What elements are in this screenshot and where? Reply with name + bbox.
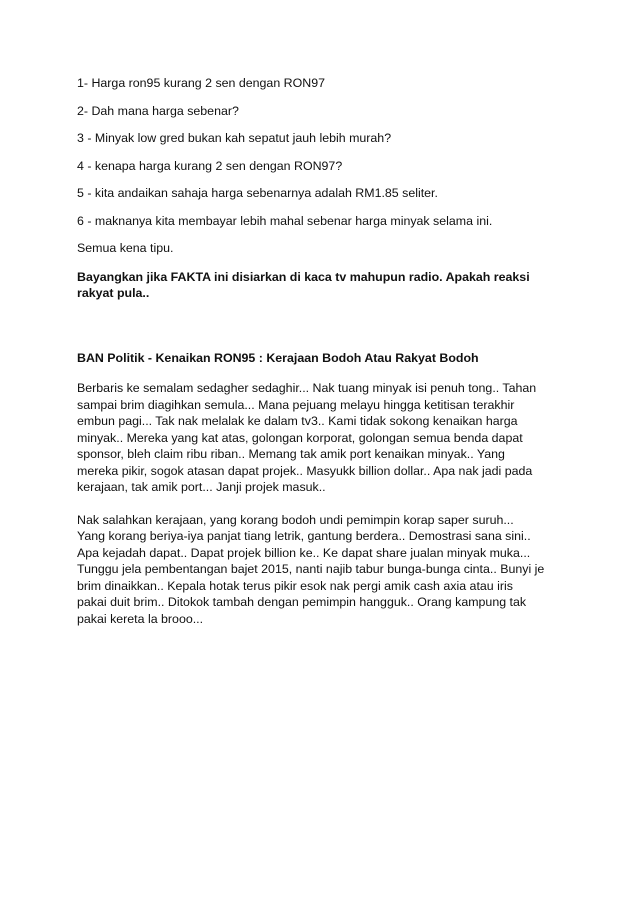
question-6: 6 - maknanya kita membayar lebih mahal sebenar harga minyak selama ini. bbox=[77, 213, 493, 228]
paragraph-line: kerajaan, tak amik port... Janji projek masuk.. bbox=[77, 480, 326, 494]
paragraph-line: Yang korang beriya-iya panjat tiang letrik, gantung berdera.. Demostrasi sana sini.. bbox=[77, 529, 531, 543]
question-1: 1- Harga ron95 kurang 2 sen dengan RON97 bbox=[77, 76, 325, 90]
paragraph-line: sponsor, bleh claim ribu riban.. Memang tak amik port kenaikan minyak.. Yang bbox=[77, 447, 505, 461]
article-paragraph-1 bbox=[77, 380, 567, 496]
question-4: 4 - kenapa harga kurang 2 sen dengan RON97? bbox=[77, 158, 343, 173]
article-paragraph-2 bbox=[77, 512, 567, 628]
question-2: 2- Dah mana harga sebenar? bbox=[77, 103, 239, 118]
question-3: 3 - Minyak low gred bukan kah sepatut jauh lebih murah? bbox=[77, 131, 392, 145]
highlight-line: Bayangkan jika FAKTA ini disiarkan di kaca tv mahupun radio. Apakah reaksi bbox=[77, 269, 530, 284]
highlight-line: rakyat pula.. bbox=[77, 286, 150, 300]
paragraph-line: Apa kejadah dapat.. Dapat projek billion ke.. Ke dapat share jualan minyak muka... bbox=[77, 545, 531, 560]
article-title: BAN Politik - Kenaikan RON95 : Kerajaan Bodoh Atau Rakyat Bodoh bbox=[77, 350, 479, 365]
paragraph-line: Nak salahkan kerajaan, yang korang bodoh undi pemimpin korap saper suruh... bbox=[77, 512, 514, 527]
paragraph-line: Tunggu jela pembentangan bajet 2015, nanti najib tabur bunga-bunga cinta.. Bunyi je bbox=[77, 562, 545, 576]
paragraph-line: embun pagi... Tak nak melalak ke dalam tv3.. Kami tidak sokong kenaikan harga bbox=[77, 414, 518, 428]
paragraph-line: minyak.. Mereka yang kat atas, golongan korporat, golongan semua benda dapat bbox=[77, 430, 523, 445]
paragraph-line: brim dinaikkan.. Kepala hotak terus pikir esok nak pergi amik cash axia atau iris bbox=[77, 578, 513, 593]
paragraph-line: pakai kereta la brooo... bbox=[77, 611, 204, 626]
highlight-paragraph bbox=[77, 269, 567, 302]
paragraph-line: sampai brim diagihkan semula... Mana pejuang melayu hingga ketitisan terakhir bbox=[77, 397, 515, 412]
paragraph-line: Berbaris ke semalam sedagher sedaghir... Nak tuang minyak isi penuh tong.. Tahan bbox=[77, 381, 537, 395]
document-body bbox=[77, 75, 567, 643]
paragraph-line: mereka pikir, sogok atasan dapat projek.. Masyukk billion dollar.. Apa nak jadi pada bbox=[77, 463, 533, 478]
question-5: 5 - kita andaikan sahaja harga sebenarnya adalah RM1.85 seliter. bbox=[77, 186, 438, 200]
paragraph-line: pakai duit brim.. Ditokok tambah dengan pemimpin hangguk.. Orang kampung tak bbox=[77, 595, 527, 609]
conclusion-text: Semua kena tipu. bbox=[77, 241, 174, 255]
